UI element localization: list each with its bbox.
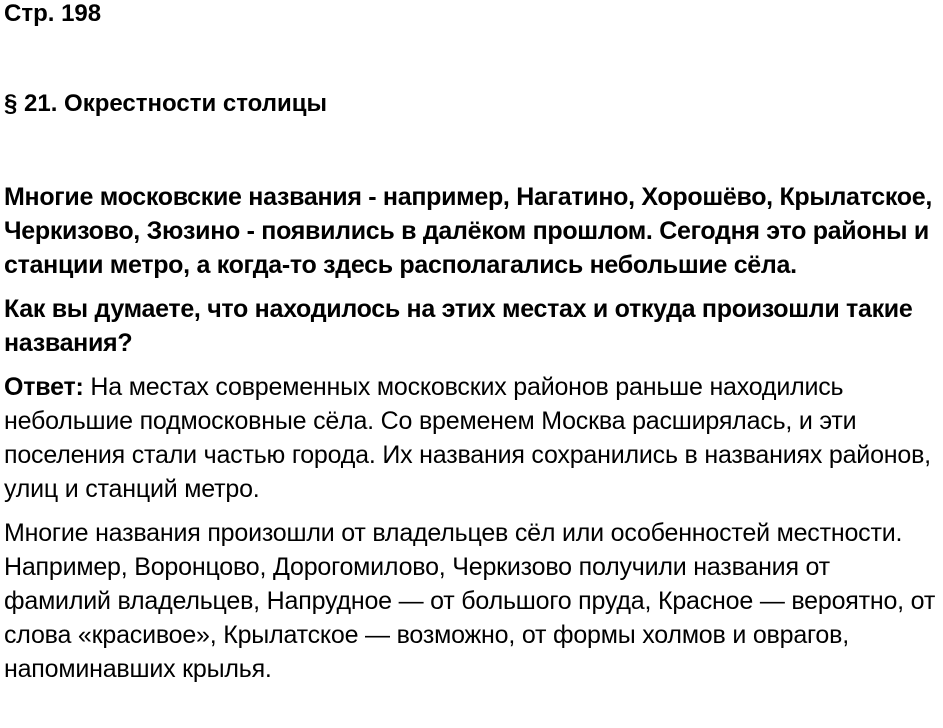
answer-paragraph-2: Многие названия произошли от владельцев сёл или особенностей местности. Например, Воронцово, Дорогомилово, Черкизово получили названия от фамилий владельцев, Напрудное — от большого пруда, Красное — вероятно, от слова «красивое», Крылатское — возможно, от формы холмов и оврагов, напоминавших крылья.	[4, 519, 936, 683]
content-body	[4, 180, 943, 686]
answer-paragraph-1	[4, 370, 943, 506]
task-intro: Многие московские названия - например, Нагатино, Хорошёво, Крылатское, Черкизово, Зюзино - появились в далёком прошлом. Сегодня это районы и станции метро, а когда-то здесь располагались небольшие сёла.	[4, 183, 932, 279]
task-question: Как вы думаете, что находилось на этих местах и откуда произошли такие названия?	[4, 295, 913, 357]
spacer	[4, 506, 943, 516]
section-title: § 21. Окрестности столицы	[4, 90, 327, 117]
spacer	[4, 282, 943, 292]
spacer	[4, 360, 943, 370]
answer-label: Ответ:	[4, 373, 84, 401]
page-number: Стр. 198	[4, 0, 102, 27]
answer-text-1: На местах современных московских районов раньше находились небольшие подмосковные сёла. Со временем Москва расширялась, и эти поселения стали частью города. Их названия сохранились в названиях районов, улиц и станций метро.	[4, 373, 931, 503]
